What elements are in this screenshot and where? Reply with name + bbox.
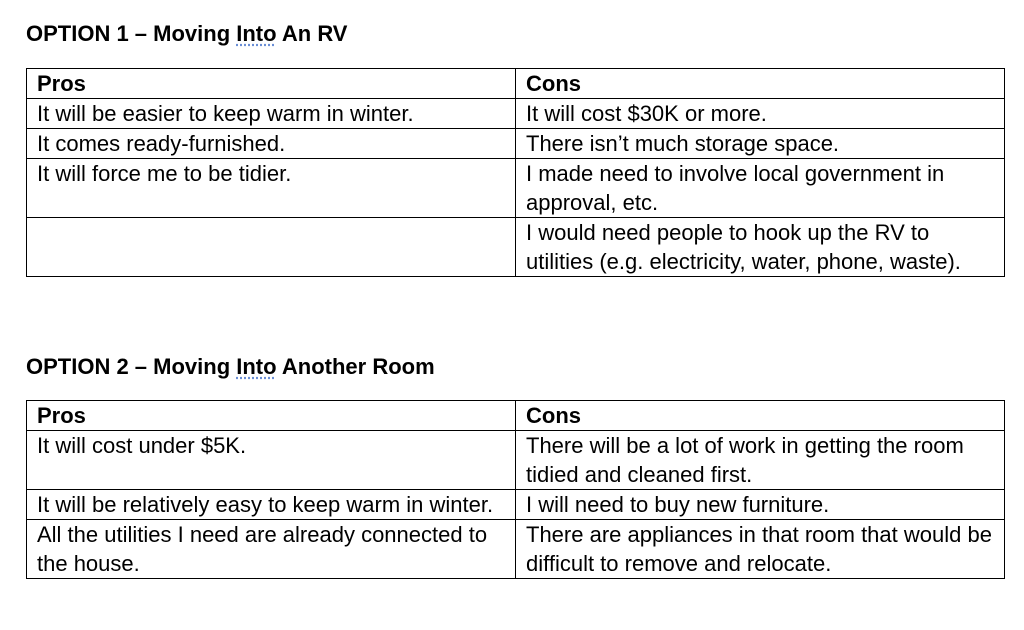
con-cell: There isn’t much storage space. (516, 129, 1005, 159)
pros-header: Pros (27, 401, 516, 431)
pro-cell (27, 218, 516, 277)
con-cell: It will cost $30K or more. (516, 99, 1005, 129)
pro-cell: It will be relatively easy to keep warm in winter. (27, 490, 516, 520)
option-1-heading-underlined-word: Into (236, 21, 277, 46)
table-row (27, 129, 1005, 159)
con-cell: I made need to involve local government in approval, etc. (516, 159, 1005, 218)
option-1-pros-cons-table (26, 68, 1005, 277)
pro-cell: It will cost under $5K. (27, 431, 516, 490)
option-2-heading-prefix: OPTION 2 – Moving (26, 354, 237, 379)
option-2-heading (26, 354, 435, 380)
con-cell: There are appliances in that room that would be difficult to remove and relocate. (516, 520, 1005, 579)
pro-cell: It comes ready-furnished. (27, 129, 516, 159)
table-row (27, 99, 1005, 129)
table-row (27, 520, 1005, 579)
option-1-heading-suffix: An RV (276, 21, 348, 46)
pro-cell: It will be easier to keep warm in winter. (27, 99, 516, 129)
option-2-heading-underlined-word: Into (236, 354, 277, 379)
con-cell: There will be a lot of work in getting the room tidied and cleaned first. (516, 431, 1005, 490)
pros-header: Pros (27, 69, 516, 99)
table-row (27, 490, 1005, 520)
con-cell: I will need to buy new furniture. (516, 490, 1005, 520)
cons-header: Cons (516, 401, 1005, 431)
pro-cell: It will force me to be tidier. (27, 159, 516, 218)
option-2-heading-suffix: Another Room (276, 354, 435, 379)
option-2-pros-cons-table (26, 400, 1005, 579)
option-1-heading (26, 21, 347, 47)
pro-cell: All the utilities I need are already connected to the house. (27, 520, 516, 579)
table-row (27, 159, 1005, 218)
table-row (27, 431, 1005, 490)
table-header-row (27, 401, 1005, 431)
con-cell: I would need people to hook up the RV to utilities (e.g. electricity, water, phone, waste). (516, 218, 1005, 277)
table-header-row (27, 69, 1005, 99)
table-row (27, 218, 1005, 277)
cons-header: Cons (516, 69, 1005, 99)
option-1-heading-prefix: OPTION 1 – Moving (26, 21, 237, 46)
